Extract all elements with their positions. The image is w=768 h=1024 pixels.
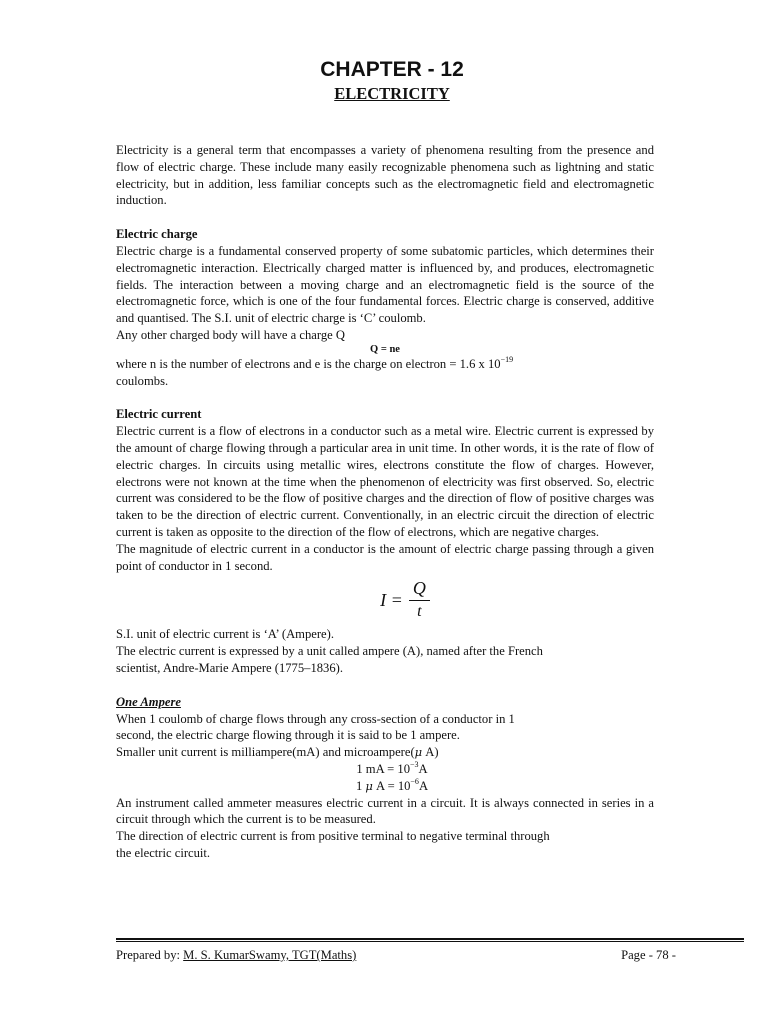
milliampere-equation: 1 mA = $10^{-3}A$ [356, 759, 428, 776]
one-ampere-heading: One Ampere [116, 694, 181, 709]
one-ampere-line-2: second, the electric charge flowing through it is said to be 1 ampere. [116, 728, 460, 743]
coulombs-line: coulombs. [116, 373, 169, 388]
charge-q-line: Any other charged body will have a charge Q [116, 327, 345, 342]
page-content [116, 58, 654, 862]
microampere-equation: 1 μ $A = 10^{-6}A$ [355, 776, 429, 793]
footer-page-number: Page - 78 - [621, 948, 676, 962]
formula-lhs: I = [380, 589, 403, 610]
footer-divider [116, 938, 744, 942]
where-exponent: −19 [500, 354, 514, 364]
electric-current-heading: Electric current [116, 407, 202, 422]
electric-charge-paragraph: Electric charge is a fundamental conserved property of some subatomic particles, which determines their electromagnetic interaction. Electrically charged matter is influenced by, and produces, electromagnetic fields. The interaction between a moving charge and an electromagnetic field is the source of the electromagnetic force, which is one of the four fundamental forces. Electric charge is conserved, additive and quantised. The S.I. unit of electric charge is ‘C’ coulomb. [116, 243, 654, 326]
one-ampere-line-1: When 1 coulomb of charge flows through any cross-section of a conductor in 1 [116, 711, 515, 726]
where-text: where n is the number of electrons and e is the charge on electron = 1.6 x 10 [116, 356, 501, 371]
direction-line-2: the electric circuit. [116, 845, 211, 860]
direction-line-1: The direction of electric current is from positive terminal to negative terminal through [116, 829, 550, 844]
footer-prepared-by: Prepared by: M. S. KumarSwamy, TGT(Maths) [116, 948, 357, 962]
si-unit-current: S.I. unit of electric current is ‘A’ (Ampere). [116, 627, 334, 642]
unit-equations [116, 761, 654, 795]
mu-symbol: μ [414, 745, 423, 760]
formula-denominator: t [417, 602, 422, 620]
chapter-title: CHAPTER - 12 [320, 58, 464, 81]
footer-author: M. S. KumarSwamy, TGT(Maths) [183, 948, 357, 962]
current-formula [156, 574, 654, 626]
ampere-line-1: The electric current is expressed by a unit called ampere (A), named after the French [116, 644, 543, 659]
electric-current-paragraph: Electric current is a flow of electrons in a conductor such as a metal wire. Electric current is expressed by the amount of charge flowing through a particular area in unit time. In other words, it is the rate of flow of electric charges. In circuits using metallic wires, electrons constitute the flow of charges. However, electrons were not known at the time when the phenomenon of electricity was first observed. So, electric current was considered to be the flow of positive charges and the direction of flow of positive charges was taken to be the direction of electric current. Conventionally, in an electric circuit the direction of electric current is taken as opposite to the direction of the flow of electrons, which are negative charges. [116, 424, 654, 539]
smaller-tail: A) [422, 745, 439, 760]
ammeter-paragraph: An instrument called ammeter measures electric current in a circuit. It is always connected in series in a circuit through which the current is to be measured. [116, 795, 654, 827]
chapter-subtitle: ELECTRICITY [334, 84, 450, 103]
formula-fraction [409, 578, 430, 623]
smaller-text: Smaller unit current is milliampere(mA) and microampere( [116, 745, 415, 760]
charge-formula: Q = ne [370, 343, 400, 355]
ampere-line-2: scientist, Andre-Marie Ampere (1775–1836). [116, 660, 343, 675]
magnitude-paragraph: The magnitude of electric current in a conductor is the amount of electric charge passing through a given point of conductor in 1 second. [116, 541, 654, 573]
electric-charge-heading: Electric charge [116, 227, 198, 242]
formula-numerator: Q [409, 578, 430, 601]
charge-where-line [116, 356, 654, 373]
smaller-unit-line [116, 744, 654, 761]
intro-paragraph: Electricity is a general term that encompasses a variety of phenomena resulting from the presence and flow of electric charge. These include many easily recognizable phenomena such as lightning and static electricity, but in addition, less familiar concepts such as the electromagnetic field and electromagnetic induction. [116, 143, 654, 208]
